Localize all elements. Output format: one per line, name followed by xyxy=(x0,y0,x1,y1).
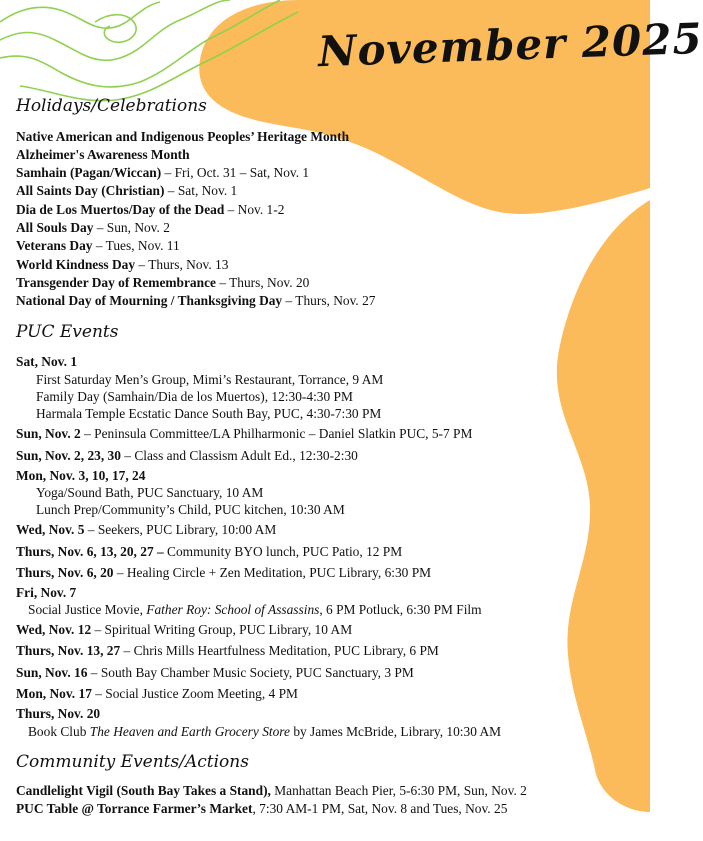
holiday-name: All Souls Day xyxy=(16,220,94,235)
event-subitem xyxy=(28,602,482,618)
holiday-name: Dia de Los Muertos/Day of the Dead xyxy=(16,202,225,217)
event-item xyxy=(16,565,431,581)
event-date: Sat, Nov. 1 xyxy=(16,354,78,369)
holiday-detail: – Nov. 1-2 xyxy=(224,202,285,217)
event-date: Thurs, Nov. 6, 20 xyxy=(16,565,114,580)
event-item xyxy=(16,522,276,538)
event-detail: – Class and Classism Adult Ed., 12:30-2:30 xyxy=(120,448,358,463)
holiday-detail: – Tues, Nov. 11 xyxy=(92,238,180,253)
puc-events-heading: PUC Events xyxy=(16,322,119,342)
community-event-detail: Manhattan Beach Pier, 5-6:30 PM, Sun, Nov. 2 xyxy=(270,783,527,798)
event-date: Wed, Nov. 5 xyxy=(16,522,85,537)
event-detail: – Seekers, PUC Library, 10:00 AM xyxy=(84,522,277,537)
event-date: Thurs, Nov. 13, 27 xyxy=(16,643,121,658)
holiday-detail: – Thurs, Nov. 20 xyxy=(215,275,310,290)
holiday-item xyxy=(16,220,170,236)
community-event-name: PUC Table @ Torrance Farmer’s Market xyxy=(16,801,253,816)
holiday-name: Native American and Indigenous Peoples’ Heritage Month xyxy=(16,129,350,144)
event-item xyxy=(16,686,298,702)
holiday-item xyxy=(16,275,309,291)
holiday-name: Alzheimer's Awareness Month xyxy=(16,147,190,162)
event-item xyxy=(16,544,402,560)
holiday-item xyxy=(16,293,376,309)
event-date: Fri, Nov. 7 xyxy=(16,585,77,600)
holiday-name: Veterans Day xyxy=(16,238,93,253)
orange-blob-right xyxy=(557,200,650,812)
event-item xyxy=(16,426,472,442)
event-date: Thurs, Nov. 20 xyxy=(16,706,101,721)
holiday-detail: – Fri, Oct. 31 – Sat, Nov. 1 xyxy=(161,165,310,180)
holiday-item xyxy=(16,183,237,199)
event-item xyxy=(16,643,439,659)
community-heading: Community Events/Actions xyxy=(16,752,249,772)
event-detail: – Chris Mills Heartfulness Meditation, PUC Library, 6 PM xyxy=(120,643,439,658)
event-item xyxy=(16,665,414,681)
event-detail: – Spiritual Writing Group, PUC Library, 10 AM xyxy=(91,622,353,637)
event-date: Thurs, Nov. 6, 13, 20, 27 – xyxy=(16,544,164,559)
holiday-name: Transgender Day of Remembrance xyxy=(16,275,216,290)
holiday-item xyxy=(16,129,349,145)
event-date: Wed, Nov. 12 xyxy=(16,622,92,637)
holiday-detail: – Thurs, Nov. 27 xyxy=(282,293,376,308)
holiday-detail: – Thurs, Nov. 13 xyxy=(135,257,229,272)
holiday-name: All Saints Day (Christian) xyxy=(16,183,165,198)
holiday-item xyxy=(16,238,180,254)
event-item xyxy=(16,448,358,464)
holidays-heading: Holidays/Celebrations xyxy=(16,96,207,116)
event-detail: – Social Justice Zoom Meeting, 4 PM xyxy=(91,686,298,701)
event-date: Sun, Nov. 2, 23, 30 xyxy=(16,448,121,463)
community-item xyxy=(16,801,507,817)
event-detail: – Peninsula Committee/LA Philharmonic – Daniel Slatkin PUC, 5-7 PM xyxy=(80,426,473,441)
community-item xyxy=(16,783,527,799)
event-subitem: Family Day (Samhain/Dia de los Muertos), 12:30-4:30 PM xyxy=(36,389,353,404)
holiday-item xyxy=(16,147,190,163)
holiday-detail: – Sun, Nov. 2 xyxy=(93,220,170,235)
event-date: Mon, Nov. 17 xyxy=(16,686,92,701)
event-subitem: Yoga/Sound Bath, PUC Sanctuary, 10 AM xyxy=(36,485,264,500)
holiday-item xyxy=(16,165,309,181)
event-detail: – South Bay Chamber Music Society, PUC Sanctuary, 3 PM xyxy=(87,665,414,680)
event-detail: Book Club xyxy=(28,724,90,739)
event-item xyxy=(16,622,352,638)
event-subitem: First Saturday Men’s Group, Mimi’s Restaurant, Torrance, 9 AM xyxy=(36,372,384,387)
holiday-name: World Kindness Day xyxy=(16,257,136,272)
event-subitem: Lunch Prep/Community’s Child, PUC kitchen, 10:30 AM xyxy=(36,502,345,517)
event-detail: , 6 PM Potluck, 6:30 PM Film xyxy=(319,602,482,617)
holiday-name: National Day of Mourning / Thanksgiving Day xyxy=(16,293,283,308)
page-title: November 2025 xyxy=(317,13,703,77)
event-subitem xyxy=(28,724,501,740)
book-title: The Heaven and Earth Grocery Store xyxy=(89,724,290,739)
holiday-item xyxy=(16,202,284,218)
holiday-item xyxy=(16,257,228,273)
event-detail: – Healing Circle + Zen Meditation, PUC Library, 6:30 PM xyxy=(113,565,432,580)
community-event-detail: , 7:30 AM-1 PM, Sat, Nov. 8 and Tues, Nov. 25 xyxy=(252,801,508,816)
event-detail: Social Justice Movie, xyxy=(28,602,147,617)
event-detail: Community BYO lunch, PUC Patio, 12 PM xyxy=(163,544,403,559)
event-date: Mon, Nov. 3, 10, 17, 24 xyxy=(16,468,146,483)
event-subitem: Harmala Temple Ecstatic Dance South Bay, PUC, 4:30-7:30 PM xyxy=(36,406,382,421)
holiday-name: Samhain (Pagan/Wiccan) xyxy=(16,165,162,180)
movie-title: Father Roy: School of Assassins xyxy=(146,602,320,617)
community-event-name: Candlelight Vigil (South Bay Takes a Stand), xyxy=(16,783,271,798)
event-date: Sun, Nov. 2 xyxy=(16,426,81,441)
event-date: Sun, Nov. 16 xyxy=(16,665,88,680)
holiday-detail: – Sat, Nov. 1 xyxy=(164,183,238,198)
event-detail: by James McBride, Library, 10:30 AM xyxy=(289,724,502,739)
